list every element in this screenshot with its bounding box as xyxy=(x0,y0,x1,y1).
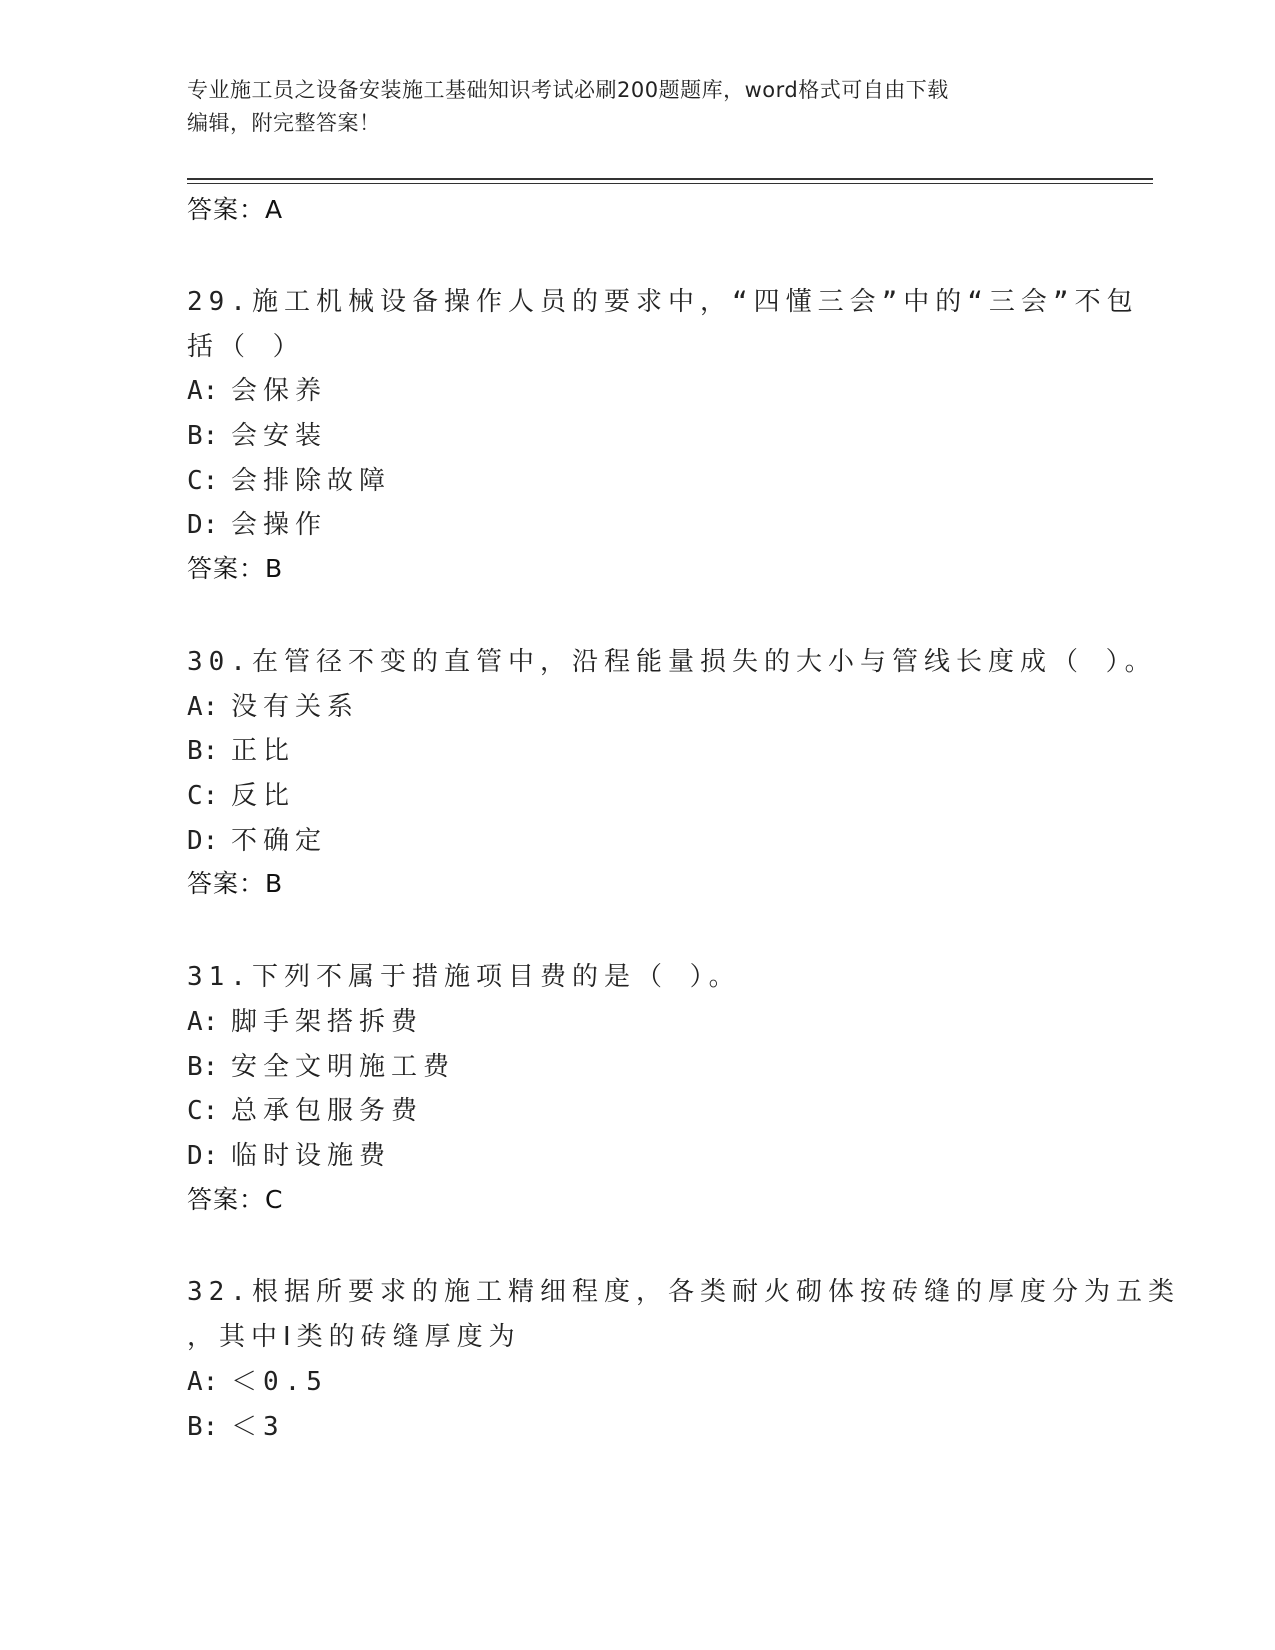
question-text: 31.下列不属于措施项目费的是（ ）。 xyxy=(187,962,741,992)
option-label: D: xyxy=(187,1141,219,1171)
option-a xyxy=(187,1365,328,1399)
option-text: 反比 xyxy=(231,781,296,811)
option-text: ＜0.5 xyxy=(231,1367,328,1397)
question-text: 29.施工机械设备操作人员的要求中，“四懂三会”中的“三会”不包 xyxy=(187,287,1139,317)
option-text: 会排除故障 xyxy=(231,466,392,496)
option-label: B: xyxy=(187,1052,219,1082)
option-label: B: xyxy=(187,1412,219,1442)
header-divider-thin xyxy=(187,183,1153,184)
option-text: 临时设施费 xyxy=(231,1141,392,1171)
answer-line: 答案：C xyxy=(187,1185,284,1214)
option-text: 不确定 xyxy=(231,826,328,856)
question-text-continued: ，其中Ⅰ类的砖缝厚度为 xyxy=(187,1322,521,1352)
answer-line: 答案：B xyxy=(187,869,284,898)
option-a xyxy=(187,690,359,724)
header-divider xyxy=(187,178,1153,180)
question-text: 30.在管径不变的直管中，沿程能量损失的大小与管线长度成（ ）。 xyxy=(187,647,1157,677)
header-line-1: 专业施工员之设备安装施工基础知识考试必刷200题题库，word格式可自由下载 xyxy=(187,78,949,102)
option-d xyxy=(187,1139,391,1173)
option-label: C: xyxy=(187,466,219,496)
answer-line: 答案：A xyxy=(187,195,284,224)
option-label: A: xyxy=(187,376,219,406)
option-b xyxy=(187,734,295,768)
option-d xyxy=(187,824,327,858)
option-c xyxy=(187,464,391,498)
option-label: D: xyxy=(187,826,219,856)
option-label: C: xyxy=(187,781,219,811)
option-text: 会操作 xyxy=(231,510,328,540)
option-label: D: xyxy=(187,510,219,540)
option-label: A: xyxy=(187,1007,219,1037)
question-text: 32.根据所要求的施工精细程度，各类耐火砌体按砖缝的厚度分为五类 xyxy=(187,1277,1180,1307)
option-text: 会安装 xyxy=(231,421,328,451)
option-text: 脚手架搭拆费 xyxy=(231,1007,424,1037)
option-label: C: xyxy=(187,1096,219,1126)
option-a xyxy=(187,1005,423,1039)
option-text: 会保养 xyxy=(231,376,328,406)
option-b xyxy=(187,1410,285,1444)
document-header xyxy=(187,74,1087,140)
option-c xyxy=(187,779,295,813)
option-d xyxy=(187,508,327,542)
option-text: 总承包服务费 xyxy=(231,1096,424,1126)
option-label: A: xyxy=(187,1367,219,1397)
header-line-2: 编辑，附完整答案！ xyxy=(187,111,381,135)
option-label: B: xyxy=(187,421,219,451)
option-b xyxy=(187,419,327,453)
option-b xyxy=(187,1050,455,1084)
option-text: 安全文明施工费 xyxy=(231,1052,456,1082)
option-a xyxy=(187,374,327,408)
option-c xyxy=(187,1094,423,1128)
option-text: ＜3 xyxy=(231,1412,285,1442)
answer-line: 答案：B xyxy=(187,554,284,583)
question-text-continued: 括（ ） xyxy=(187,332,305,362)
option-label: B: xyxy=(187,736,219,766)
option-label: A: xyxy=(187,692,219,722)
option-text: 正比 xyxy=(231,736,296,766)
option-text: 没有关系 xyxy=(231,692,360,722)
